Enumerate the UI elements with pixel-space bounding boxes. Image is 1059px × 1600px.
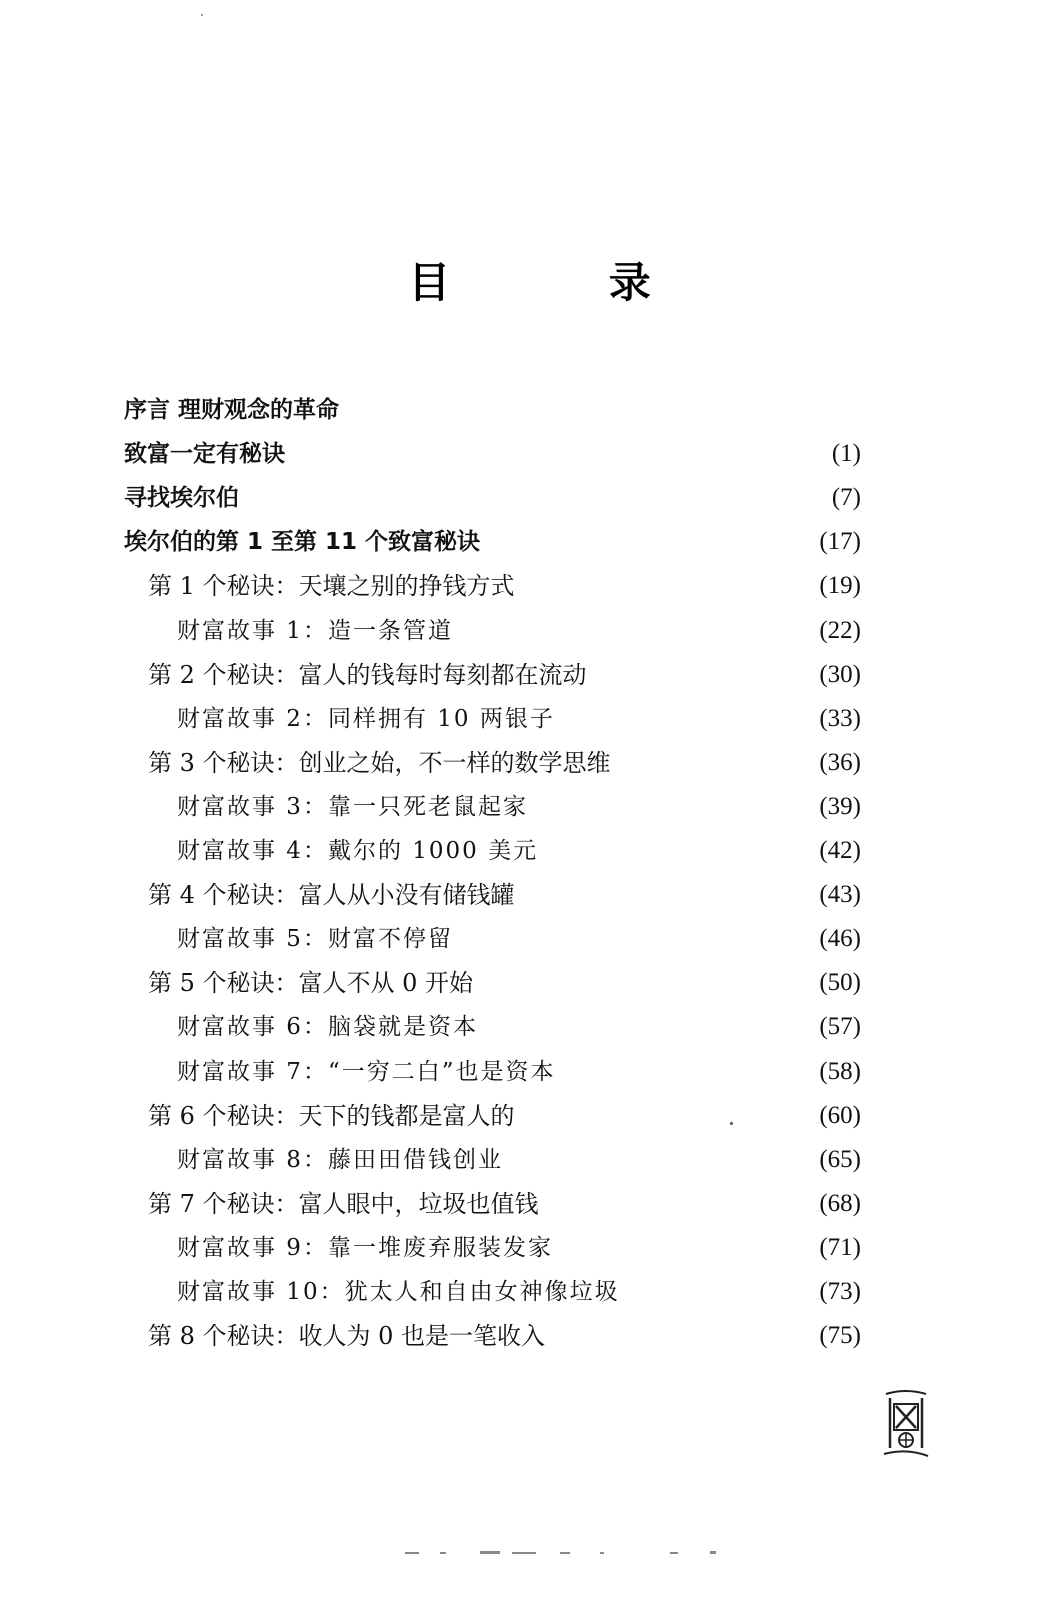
toc-entry-label: 财富故事 9：靠一堆废弃服装发家 — [177, 1234, 553, 1261]
toc-story-entry — [0, 1007, 1059, 1047]
toc-story-entry — [0, 1052, 1059, 1092]
toc-entry-page-number: (71) — [819, 1233, 861, 1261]
toc-entry-label: 第 7 个秘诀：富人眼中，垃圾也值钱 — [148, 1189, 539, 1218]
toc-entry-label: 财富故事 10：犹太人和自由女神像垃圾 — [177, 1279, 620, 1305]
toc-entry-page-number: (30) — [819, 660, 861, 688]
toc-entry-label: 致富一定有秘诀 — [124, 441, 285, 468]
toc-entry-label: 埃尔伯的第 1 至第 11 个致富秘诀 — [124, 529, 481, 556]
toc-story-entry — [0, 787, 1059, 827]
toc-entry-label: 第 1 个秘诀：天壤之别的挣钱方式 — [148, 572, 515, 601]
scan-artifact-marks — [400, 1550, 730, 1556]
toc-secret-entry — [0, 1316, 1059, 1356]
toc-entry-page-number: (22) — [819, 616, 861, 644]
toc-entry-page-number: (39) — [819, 792, 861, 820]
scan-speck — [201, 14, 203, 16]
toc-entry-label: 财富故事 5：财富不停留 — [177, 926, 453, 953]
toc-secret-entry — [0, 963, 1059, 1003]
toc-entry-label: 财富故事 1：造一条管道 — [177, 617, 453, 644]
toc-entry-label: 寻找埃尔伯 — [124, 485, 239, 512]
toc-story-entry — [0, 831, 1059, 871]
toc-secret-entry — [0, 1184, 1059, 1224]
toc-entry-label: 第 2 个秘诀：富人的钱每时每刻都在流动 — [148, 660, 587, 689]
toc-entry-label: 第 5 个秘诀：富人不从 0 开始 — [148, 969, 474, 998]
toc-entry-page-number: (19) — [819, 572, 861, 600]
library-stamp-icon — [880, 1390, 932, 1460]
toc-entry-page-number: (36) — [819, 748, 861, 776]
toc-entry-label: 财富故事 2：同样拥有 10 两银子 — [177, 705, 555, 732]
toc-story-entry — [0, 611, 1059, 651]
toc-story-entry — [0, 919, 1059, 959]
toc-entry-label: 财富故事 7：“一穷二白”也是资本 — [177, 1058, 556, 1085]
toc-entry-label: 第 6 个秘诀：天下的钱都是富人的 — [148, 1101, 515, 1130]
toc-entry-label: 第 8 个秘诀：收人为 0 也是一笔收入 — [148, 1322, 546, 1351]
toc-secret-entry — [0, 1096, 1059, 1136]
toc-entry-page-number: (50) — [819, 969, 861, 997]
toc-entry-page-number: (65) — [819, 1145, 861, 1173]
toc-entry-page-number: (42) — [819, 837, 861, 864]
toc-entry-label: 第 4 个秘诀：富人从小没有储钱罐 — [148, 881, 515, 910]
toc-section-entry — [0, 522, 1059, 562]
toc-entry-page-number: (33) — [819, 704, 861, 732]
toc-entry-page-number: (68) — [819, 1189, 861, 1217]
toc-entry-label: 序言 理财观念的革命 — [124, 397, 340, 423]
toc-section-entry — [0, 390, 1059, 430]
toc-secret-entry — [0, 743, 1059, 783]
toc-entry-label: 财富故事 8：藤田田借钱创业 — [177, 1146, 503, 1173]
toc-entry-page-number: (17) — [819, 528, 861, 556]
toc-entry-page-number: (57) — [819, 1013, 861, 1041]
toc-story-entry — [0, 699, 1059, 739]
toc-entry-page-number: (58) — [819, 1057, 861, 1085]
toc-entry-page-number: (60) — [819, 1101, 861, 1129]
toc-entry-label: 财富故事 3：靠一只死老鼠起家 — [177, 793, 528, 820]
toc-secret-entry — [0, 655, 1059, 695]
toc-story-entry — [0, 1272, 1059, 1312]
toc-entry-page-number: (43) — [819, 881, 861, 909]
toc-section-entry — [0, 434, 1059, 474]
toc-secret-entry — [0, 875, 1059, 915]
toc-section-entry — [0, 478, 1059, 518]
toc-secret-entry — [0, 566, 1059, 606]
toc-entry-label: 财富故事 4：戴尔的 1000 美元 — [177, 838, 539, 864]
toc-story-entry — [0, 1140, 1059, 1180]
toc-entry-page-number: (73) — [819, 1278, 861, 1305]
page-title: 目 录 — [408, 258, 723, 307]
toc-story-entry — [0, 1228, 1059, 1268]
toc-entry-page-number: (75) — [819, 1322, 861, 1350]
toc-entry-label: 财富故事 6：脑袋就是资本 — [177, 1014, 478, 1041]
toc-entry-page-number: (1) — [831, 440, 861, 468]
toc-entry-page-number: (7) — [831, 484, 861, 512]
toc-entry-label: 第 3 个秘诀：创业之始，不一样的数学思维 — [148, 748, 611, 777]
toc-entry-page-number: (46) — [819, 925, 861, 953]
